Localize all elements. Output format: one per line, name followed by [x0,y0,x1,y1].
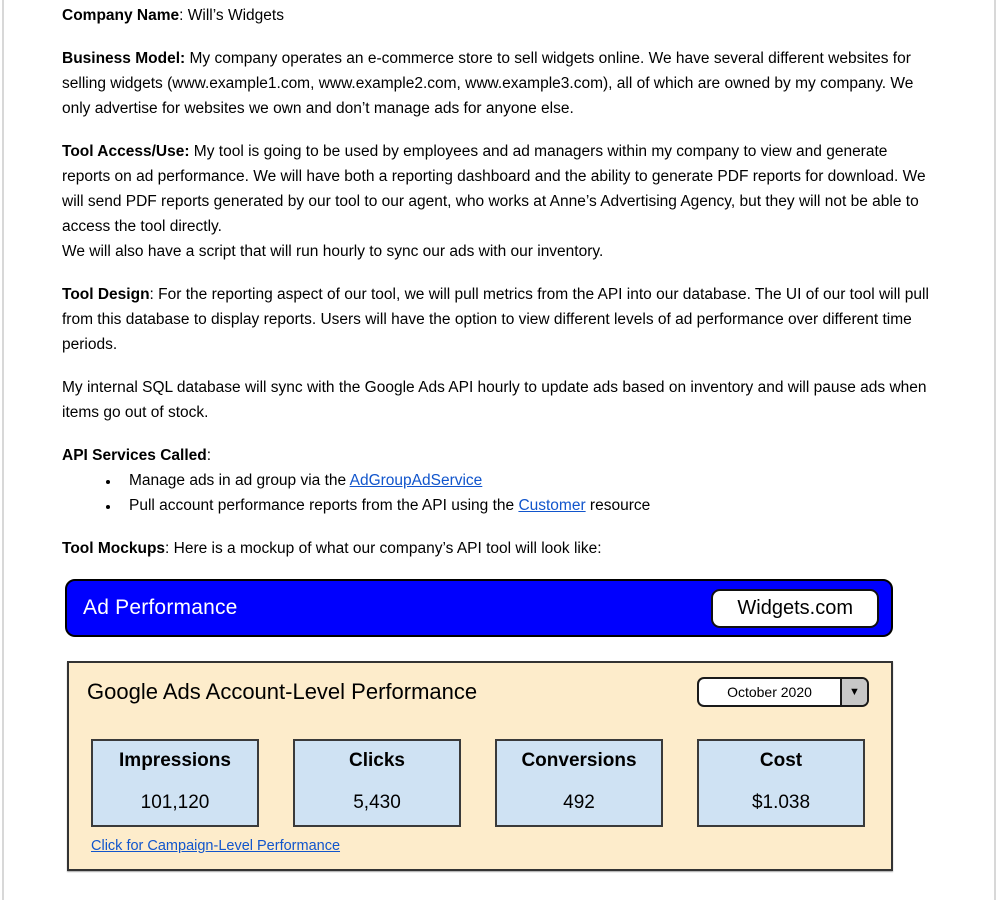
company-name-label: Company Name [62,7,180,24]
tool-design-text: : For the reporting aspect of our tool, we will pull metrics from the API into our database. The UI of our tool will pull from this database to display reports. Users will have the option to view different levels of ad performance over different time periods. [62,286,929,353]
paragraph-tool-mockups [62,536,939,561]
metric-card-impressions [91,739,259,827]
campaign-level-link[interactable]: Click for Campaign-Level Performance [91,838,341,854]
metric-value: 5,430 [353,792,401,813]
bullet2-after: resource [585,497,651,514]
paragraph-tool-design [62,282,939,357]
tool-design-label: Tool Design [62,286,150,303]
paragraph-tool-access [62,139,939,264]
tool-access-text-line2: We will also have a script that will run hourly to sync our ads with our inventory. [62,243,604,260]
api-services-colon: : [206,447,212,464]
tool-access-text: My tool is going to be used by employees and ad managers within my company to view and generate reports on ad performance. We will have both a reporting dashboard and the ability to generate PDF reports for download. We will send PDF reports generated by our tool to our agent, who works at Anne’s Advertising Agency, but they will not be able to access the tool directly. [62,143,926,235]
sql-sync-text: My internal SQL database will sync with the Google Ads API hourly to update ads based on inventory and will pause ads when items go out of stock. [62,379,927,421]
metric-value: 492 [563,792,595,813]
metric-label: Conversions [521,750,637,771]
business-model-label: Business Model: [62,50,186,67]
paragraph-business-model [62,46,939,121]
account-performance-panel [67,661,893,871]
list-item-adgroupadservice [120,468,939,493]
adgroupadservice-link[interactable]: AdGroupAdService [349,472,483,489]
tool-mockups-text: : Here is a mockup of what our company’s API tool will look like: [165,540,602,557]
document-body [62,3,939,871]
paragraph-sql-sync [62,375,939,425]
customer-link[interactable]: Customer [518,497,586,514]
panel-header-row [87,675,869,709]
mockup-header-bar [65,579,893,637]
metric-label: Cost [759,750,803,771]
document-page [2,0,996,900]
business-model-text: My company operates an e-commerce store to sell widgets online. We have several different websites for selling widgets (www.example1.com, www.example2.com, www.example3.com), all of which are owned by my company. We only advertise for websites we own and don’t manage ads for anyone else. [62,50,914,117]
metric-card-clicks [293,739,461,827]
metric-card-cost [697,739,865,827]
tool-access-label: Tool Access/Use: [62,143,190,160]
metric-label: Clicks [349,750,405,771]
company-name-value: : Will’s Widgets [179,7,284,24]
metric-card-conversions [495,739,663,827]
metric-label: Impressions [119,750,231,771]
tool-mockups-label: Tool Mockups [62,540,166,557]
mockup-header-title: Ad Performance [83,596,238,619]
api-services-list [62,468,939,518]
list-item-customer [120,493,939,518]
api-services-label: API Services Called [62,447,207,464]
paragraph-api-services [62,443,939,468]
bullet1-text: Manage ads in ad group via the [129,472,350,489]
date-range-dropdown[interactable] [697,677,869,707]
panel-title: Google Ads Account-Level Performance [87,679,478,704]
bullet2-text: Pull account performance reports from the API using the [129,497,519,514]
metric-cards-row [87,739,869,827]
dropdown-arrow-icon[interactable]: ▼ [840,679,867,705]
panel-link-row [87,837,869,855]
paragraph-company-name [62,3,939,28]
metric-value: $1.038 [751,792,811,813]
date-range-value: October 2020 [727,684,812,700]
widgets-site-button[interactable]: Widgets.com [711,589,879,628]
metric-value: 101,120 [140,792,210,813]
